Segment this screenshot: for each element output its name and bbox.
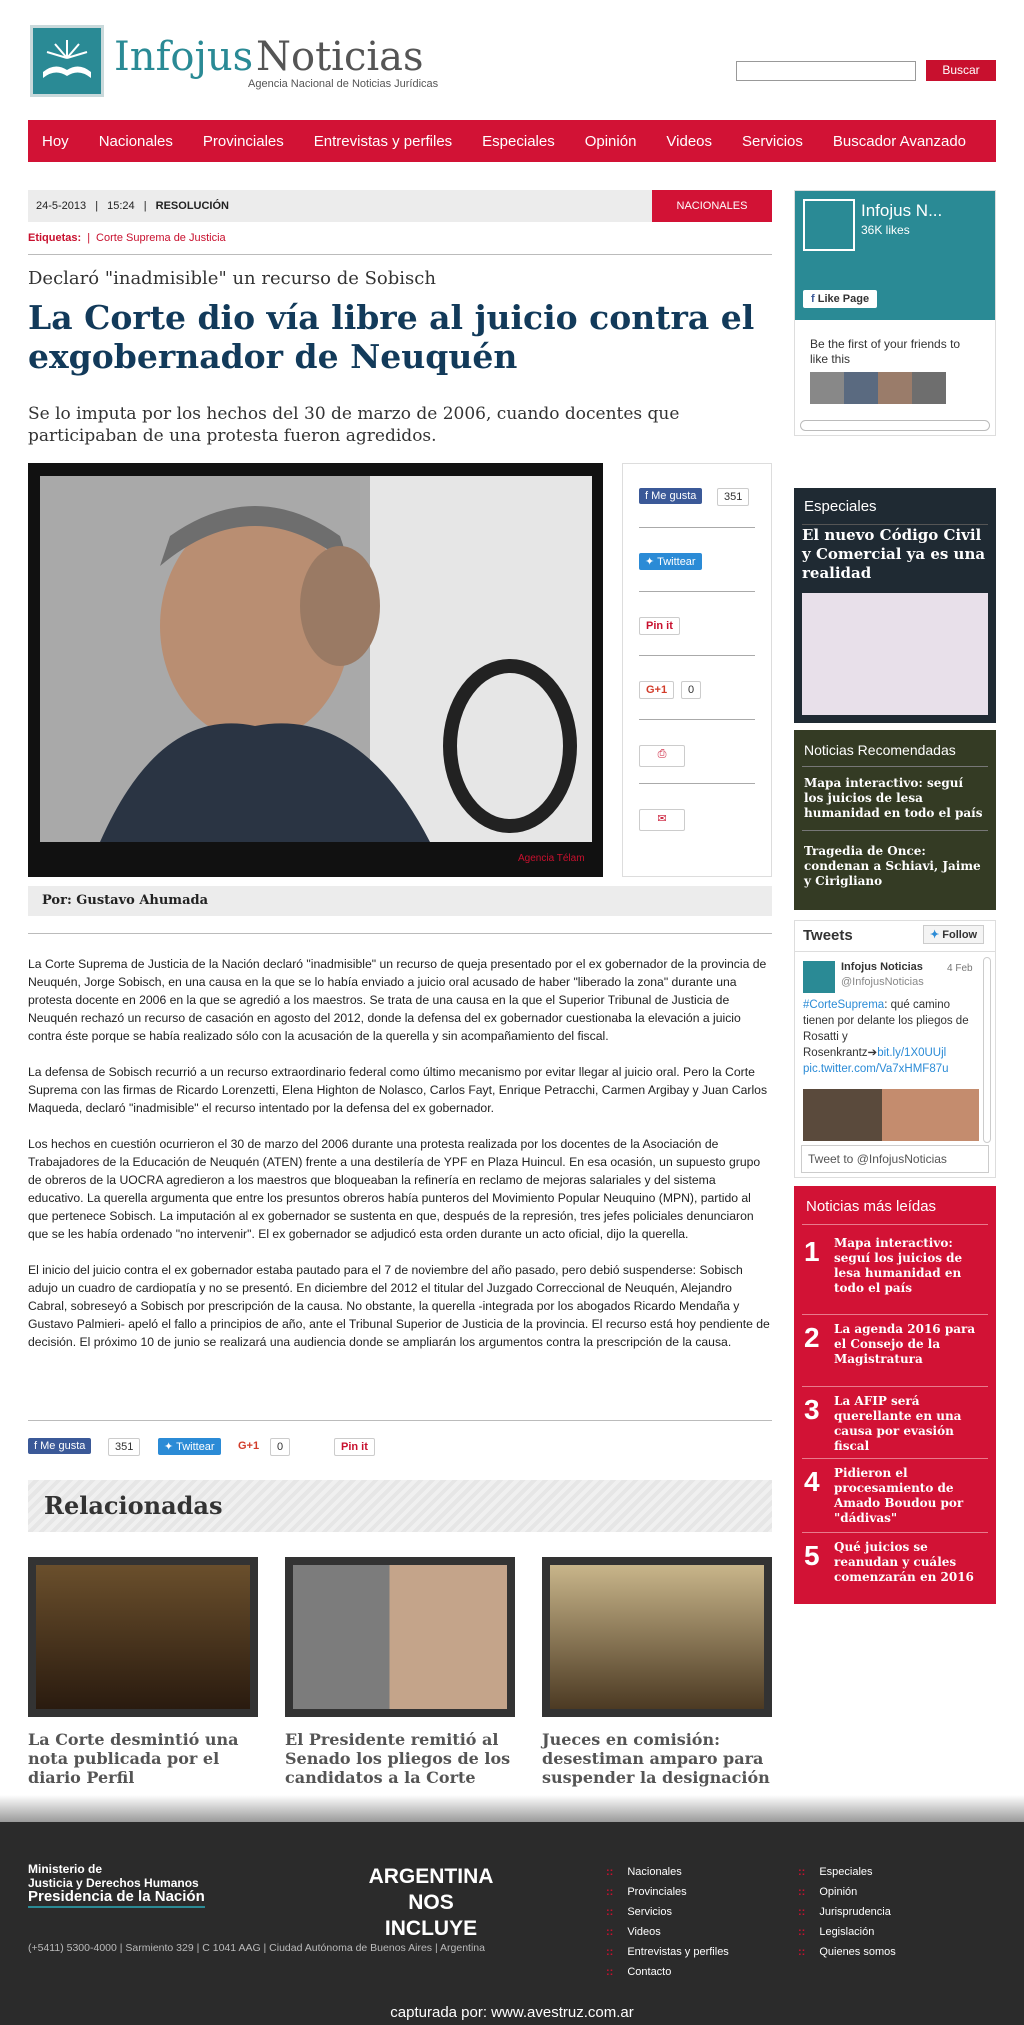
slogan: [365, 1864, 497, 1942]
especiales-headline[interactable]: El nuevo Código Civil y Comercial ya es una realidad: [802, 526, 986, 582]
tweet-text: #CorteSuprema: qué camino tienen por delante los pliegos de Rosatti y Rosenkrantz➔bit.ly/1X0UUjl pic.twitter.com/Va7xHMF87u: [803, 999, 969, 1075]
presidency-line: Presidencia de la Nación: [28, 1890, 205, 1908]
print-icon[interactable]: ⎙: [639, 745, 685, 767]
tweet-handle: @InfojusNoticias: [841, 976, 924, 988]
nav-nacionales[interactable]: Nacionales: [98, 132, 173, 150]
divider: [802, 1458, 988, 1459]
especiales-image[interactable]: [802, 593, 988, 715]
paragraph: El inicio del juicio contra el ex gobernador estaba pautado para el 7 de noviembre del año pasado, pero debió suspenderse: Sobisch adujo un cuadro de cardiopatía y no se presentó. En diciembre del 2012 el titular del Juzgado Correccional de Neuquén, Alejandro Cabral, sobreseyó a Sobisch por prescripción de la causa. No obstante, la querella -integrada por los abogados Ricardo Mendaña y Gustavo Palmieri- apeló el fallo a principios de año, ante el Tribunal Superior de Justicia de la provincia. El recurso está hoy pendiente de decisión. El próximo 10 de junio se realizará una audiencia donde se ampliarán los argumentos contra la prescripción de la causa.: [28, 1263, 770, 1349]
tweet-link[interactable]: pic.twitter.com/Va7xHMF87u: [803, 1063, 949, 1075]
paragraph: La Corte Suprema de Justicia de la Nación declaró "inadmisible" un recurso de queja presentado por el ex gobernador de la provincia de Neuquén, Jorge Sobisch, en una causa en la que se lo había enviado a juicio oral acusado de haber "liberado la zona" durante una protesta docente en 2006 en la que se agredió a los maestros. Se trata de una causa en la que el Superior Tribunal de Justicia de Neuquén rechazó un recurso de casación en agosto del 2012, donde la defensa del ex gobernador cuestionaba la elevación a juicio contra éste porque se había realizado sólo con la acusación de la querella y sin acompañamiento del fiscal.: [28, 957, 767, 1043]
tweet-compose-input[interactable]: Tweet to @InfojusNoticias: [801, 1145, 989, 1173]
twitter-icon: ✦: [164, 1441, 177, 1453]
paragraph: Los hechos en cuestión ocurrieron el 30 de marzo del 2006 durante una protesta realizada por los docentes de la Asociación de Trabajadores de la Educación de Neuquén (ATEN) frente a una destilería de YPF en Plaza Huincul. En esa ocasión, un supuesto grupo de obreros de la UOCRA agredieron a los maestros que bloqueaban la refinería en reclamo de mejoras salariales y del sistema educativo. La querella argumenta que entre los presuntos obreros había punteros del Movimiento Popular Neuquino (MPN), partido al que pertenece Sobisch. La imputación al ex gobernador se sustenta en que, después de la represión, tres jefes policiales denunciaron que se les había ordenado "no intervenir". El ex gobernador se adjudicó esta orden durante un acto oficial, dijo la querella.: [28, 1137, 761, 1241]
book-sun-icon: [33, 28, 101, 94]
footer: [0, 1822, 1024, 2025]
brand-secondary: Noticias: [256, 34, 424, 80]
nav-provinciales[interactable]: Provinciales: [202, 132, 284, 150]
article-photo: [40, 476, 592, 842]
list-item-title: La AFIP será querellante en una causa por evasión fiscal: [834, 1394, 962, 1453]
hashtag[interactable]: #CorteSuprema: [803, 999, 885, 1011]
related-heading: Relacionadas: [28, 1480, 772, 1532]
tags-row: Etiquetas: | Corte Suprema de Justicia: [28, 232, 226, 244]
ministry-line-1: Ministerio de: [28, 1862, 103, 1876]
article-kicker: Declaró "inadmisible" un recurso de Sobisch: [28, 268, 436, 289]
tweet-image[interactable]: [803, 1089, 979, 1141]
nav-entrevistas[interactable]: Entrevistas y perfiles: [313, 132, 453, 150]
nav-especiales[interactable]: Especiales: [482, 132, 555, 150]
related-thumb-2[interactable]: [285, 1557, 515, 1717]
tags-label: Etiquetas:: [28, 232, 82, 244]
footer-address: (+5411) 5300-4000 | Sarmiento 329 | C 1041 AAG | Ciudad Autónoma de Buenos Aires | Argentina: [28, 1942, 485, 1954]
divider: [802, 1532, 988, 1533]
fb-friend-avatars: [810, 372, 946, 404]
avatar[interactable]: [803, 961, 835, 993]
nav-servicios[interactable]: Servicios: [742, 132, 803, 150]
tweet-date: 4 Feb: [947, 963, 973, 974]
share-bar-bottom: [28, 1438, 628, 1458]
footer-links-1: [606, 1862, 729, 1982]
tweets-title: Tweets: [803, 927, 853, 944]
article-time: 15:24: [107, 200, 135, 212]
gplus-button[interactable]: G+1: [639, 681, 674, 699]
footer-link[interactable]: :: Nacionales: [606, 1862, 729, 1882]
twitter-icon: ✦: [645, 556, 658, 568]
fb-scrollbar[interactable]: [800, 420, 990, 431]
article-date: 24-5-2013: [36, 200, 87, 212]
mas-leidas-title: Noticias más leídas: [806, 1198, 937, 1215]
facebook-icon: f: [34, 1440, 41, 1452]
list-item-title: Qué juicios se reanudan y cuáles comenzarán en 2016: [834, 1540, 974, 1584]
footer-link[interactable]: :: Entrevistas y perfiles: [606, 1942, 729, 1962]
ministry-line-2: Justicia y Derechos Humanos: [28, 1876, 199, 1890]
divider: [802, 1386, 988, 1387]
fb-friends-text: Be the first of your friends to like this: [810, 337, 961, 366]
divider: [639, 527, 755, 528]
footer-shadow: [0, 1795, 1024, 1822]
list-item-title: La agenda 2016 para el Consejo de la Magistratura: [834, 1322, 976, 1366]
brand-subtitle: Agencia Nacional de Noticias Jurídicas: [248, 78, 439, 90]
divider: [802, 1314, 988, 1315]
recomendadas-title: Noticias Recomendadas: [804, 742, 956, 758]
byline: Por: Gustavo Ahumada: [28, 886, 772, 916]
list-item-title: Mapa interactivo: seguí los juicios de lesa humanidad en todo el país: [834, 1236, 963, 1295]
list-item-title: Pidieron el procesamiento de Amado Boudou por "dádivas": [834, 1466, 964, 1525]
facebook-icon: f: [811, 293, 818, 305]
fb-page-name[interactable]: Infojus N...: [861, 201, 943, 220]
slogan-line-2: NOS INCLUYE: [384, 1891, 478, 1940]
nav-hoy[interactable]: Hoy: [42, 132, 69, 150]
related-title-2[interactable]: El Presidente remitió al Senado los pliegos de los candidatos a la Corte: [285, 1730, 511, 1787]
divider: [795, 951, 995, 952]
main-nav: [28, 120, 996, 162]
divider: [802, 766, 988, 767]
follow-button[interactable]: ✦ Follow: [923, 925, 984, 944]
related-title-3[interactable]: Jueces en comisión: desestiman amparo para suspender la designación: [542, 1730, 770, 1787]
article-meta: 24-5-2013 | 15:24 | RESOLUCIÓN: [28, 190, 772, 222]
divider: [639, 591, 755, 592]
fb-like-count: 351: [108, 1438, 140, 1456]
ministry-logo[interactable]: [28, 1862, 205, 1908]
gplus-count: 0: [270, 1438, 290, 1456]
brand-primary: Infojus: [114, 34, 254, 80]
footer-link[interactable]: :: Quienes somos: [798, 1942, 896, 1962]
site-logo[interactable]: [30, 25, 104, 97]
mas-leidas-box: [794, 1186, 996, 1604]
article-lead: Se lo imputa por los hechos del 30 de marzo de 2006, cuando docentes que participaban de una protesta fueron agredidos.: [28, 404, 680, 446]
divider: [802, 1224, 988, 1225]
divider: [28, 933, 772, 934]
facebook-icon: f: [645, 490, 652, 502]
footer-link[interactable]: :: Opinión: [798, 1882, 896, 1902]
divider: [639, 719, 755, 720]
related-title-1[interactable]: La Corte desmintió una nota publicada por el diario Perfil: [28, 1730, 239, 1787]
capture-credit: capturada por: www.avestruz.com.ar: [390, 2004, 634, 2021]
fb-like-page-button[interactable]: f Like Page: [803, 290, 877, 308]
related-thumb-1[interactable]: [28, 1557, 258, 1717]
photo-credit: Agencia Télam: [518, 853, 585, 864]
tweet-link[interactable]: bit.ly/1X0UUjl: [877, 1047, 947, 1059]
footer-link[interactable]: :: Servicios: [606, 1902, 729, 1922]
facebook-cover: [795, 191, 995, 320]
pin-button[interactable]: Pin it: [334, 1438, 375, 1456]
footer-link[interactable]: :: Especiales: [798, 1862, 896, 1882]
rank-number: 4: [804, 1466, 820, 1497]
tweet-button[interactable]: ✦ Twittear: [158, 1438, 221, 1455]
divider: [28, 1420, 772, 1421]
search-button[interactable]: Buscar: [926, 60, 996, 81]
rank-number: 5: [804, 1540, 820, 1571]
fb-likes: 36K likes: [861, 223, 910, 237]
divider: [639, 655, 755, 656]
recomendada-item[interactable]: Tragedia de Once: condenan a Schiavi, Jaime y Cirigliano: [804, 844, 981, 888]
gplus-count: 0: [681, 681, 701, 699]
tweets-widget: [794, 920, 996, 1178]
paragraph: La defensa de Sobisch recurrió a un recurso extraordinario federal como último mecanismo por evitar llegar al juicio oral. Pero la Corte Suprema con las firmas de Ricardo Lorenzetti, Elena Highton de Nolasco, Carlos Fayt, Enrique Petracchi, Carmen Argibay y Juan Carlos Maqueda, declaró "inadmisible" el recurso intentado por la defensa del ex gobernador.: [28, 1065, 768, 1115]
rank-number: 3: [804, 1394, 820, 1425]
nav-videos[interactable]: Videos: [666, 132, 713, 150]
footer-link[interactable]: :: Contacto: [606, 1962, 729, 1982]
tweet-button[interactable]: ✦ Twittear: [639, 553, 702, 570]
recomendadas-box: [794, 730, 996, 910]
recomendada-item[interactable]: Mapa interactivo: seguí los juicios de lesa humanidad en todo el país: [804, 776, 983, 820]
divider: [802, 524, 988, 525]
fb-like-button[interactable]: f Me gusta: [639, 488, 702, 504]
category-badge[interactable]: NACIONALES: [652, 190, 772, 222]
fb-like-button[interactable]: f Me gusta: [28, 1438, 91, 1454]
footer-link[interactable]: :: Jurisprudencia: [798, 1902, 896, 1922]
fb-like-count: 351: [717, 488, 749, 506]
tweet-author[interactable]: Infojus Noticias: [841, 961, 923, 973]
photo-illustration: [40, 476, 592, 842]
divider: [28, 254, 772, 255]
search-input[interactable]: [736, 61, 916, 81]
tweets-scrollbar[interactable]: [983, 957, 991, 1143]
especiales-box: [794, 488, 996, 723]
nav-buscador[interactable]: Buscador Avanzado: [832, 132, 967, 150]
nav-opinion[interactable]: Opinión: [584, 132, 637, 150]
pin-button[interactable]: Pin it: [639, 617, 680, 635]
share-box: [622, 463, 772, 877]
footer-link[interactable]: :: Provinciales: [606, 1882, 729, 1902]
article-body: [28, 955, 772, 1369]
article-section: RESOLUCIÓN: [155, 200, 229, 212]
slogan-line-1: ARGENTINA: [368, 1865, 494, 1888]
rank-number: 1: [804, 1236, 820, 1267]
footer-link[interactable]: :: Legislación: [798, 1922, 896, 1942]
email-icon[interactable]: ✉: [639, 809, 685, 831]
tag-link[interactable]: Corte Suprema de Justicia: [96, 232, 226, 244]
twitter-icon: ✦: [930, 929, 943, 941]
related-thumb-3[interactable]: [542, 1557, 772, 1717]
footer-links-2: [798, 1862, 896, 1962]
divider: [802, 830, 988, 831]
divider: [639, 783, 755, 784]
article-headline: La Corte dio vía libre al juicio contra el exgobernador de Neuquén: [28, 298, 755, 376]
gplus-button[interactable]: G+1: [238, 1440, 260, 1452]
especiales-title: Especiales: [804, 498, 877, 515]
fb-page-avatar: [803, 199, 855, 251]
rank-number: 2: [804, 1322, 820, 1353]
footer-link[interactable]: :: Videos: [606, 1922, 729, 1942]
